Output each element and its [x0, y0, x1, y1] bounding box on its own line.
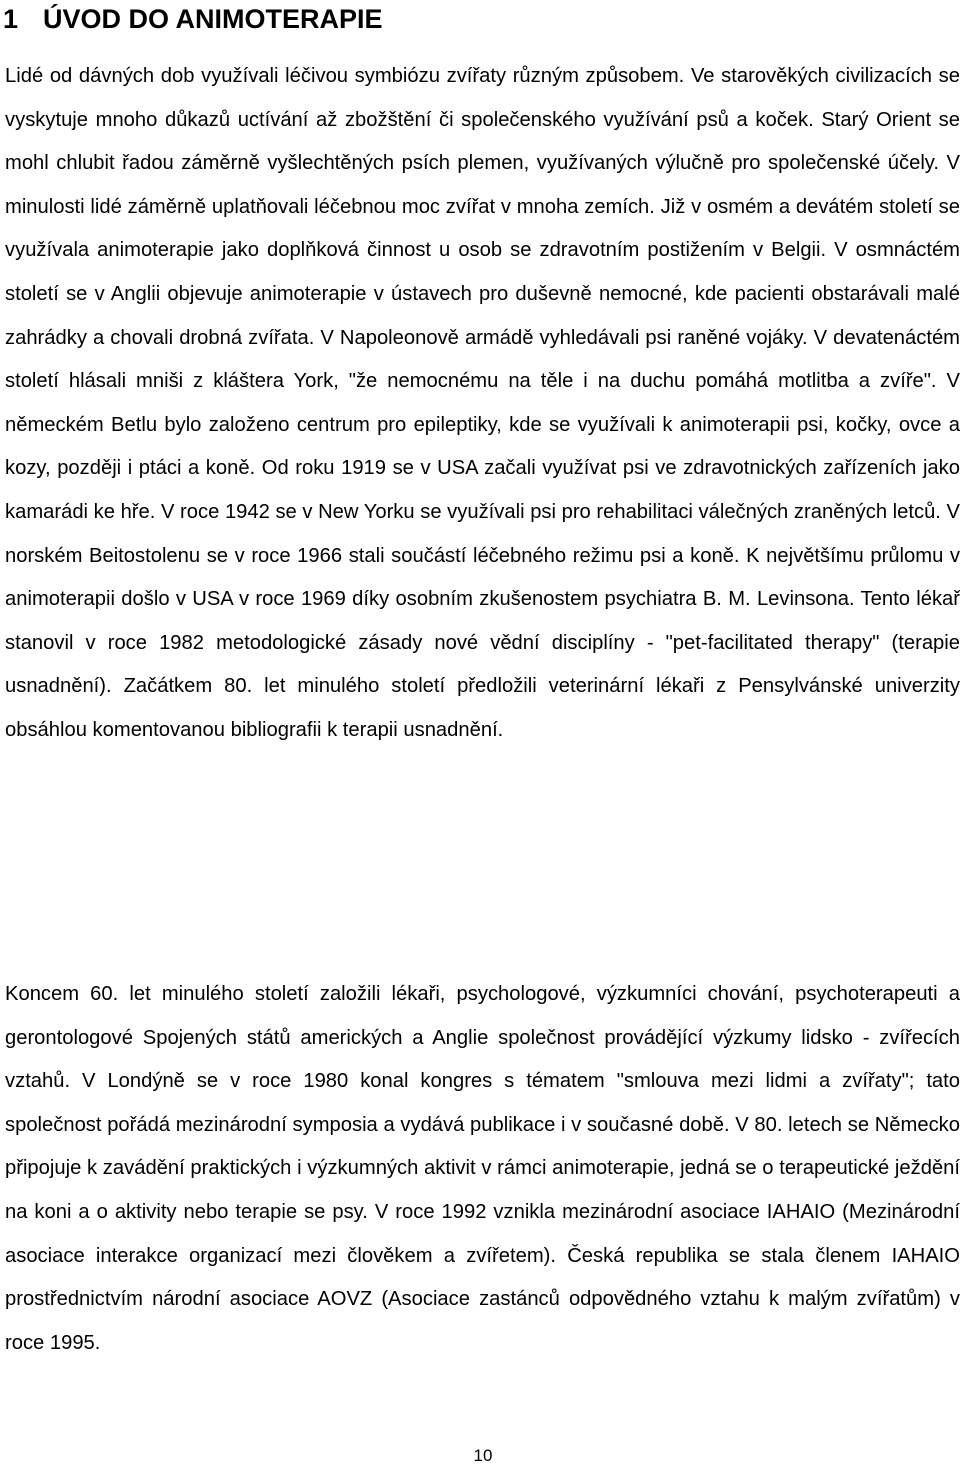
- body-paragraph: Koncem 60. let minulého století založili lékaři, psychologové, výzkumníci chování, psychoterapeuti a gerontologové Spojených států amerických a Anglie společnost provádějící výzkumy lidsko - zvířecích vztahů. V Londýně se v roce 1980 konal kongres s tématem "smlouva mezi lidmi a zvířaty"; tato společnost pořádá mezinárodní symposia a vydává publikace i v současné době. V 80. letech se Německo připojuje k zavádění praktických i výzkumných aktivit v rámci animoterapie, jedná se o terapeutické ježdění na koni a o aktivity nebo terapie se psy. V roce 1992 vznikla mezinárodní asociace IAHAIO (Mezinárodní asociace interakce organizací mezi člověkem a zvířetem). Česká republika se stala členem IAHAIO prostřednictvím národní asociace AOVZ (Asociace zastánců odpovědného vztahu k malým zvířatům) v roce 1995.: [5, 983, 960, 1354]
- chapter-heading: [3, 2, 383, 36]
- body-paragraph: Lidé od dávných dob využívali léčivou symbiózu zvířaty různým způsobem. Ve starověkých civilizacích se vyskytuje mnoho důkazů uctívání až zbožštění či společenského využívání psů a koček. Starý Orient se mohl chlubit řadou záměrně vyšlechtěných psích plemen, využívaných výlučně pro společenské účely. V minulosti lidé záměrně uplatňovali léčebnou moc zvířat v mnoha zemích. Již v osmém a devátém století se využívala animoterapie jako doplňková činnost u osob se zdravotním postižením v Belgii. V osmnáctém století se v Anglii objevuje animoterapie v ústavech pro duševně nemocné, kde pacienti obstarávali malé zahrádky a chovali drobná zvířata. V Napoleonově armádě vyhledávali psi raněné vojáky. V devatenáctém století hlásali mniši z kláštera York, "že nemocnému na těle i na duchu pomáhá motlitba a zvíře". V německém Betlu bylo založeno centrum pro epileptiky, kde se využívali k animoterapii psi, kočky, ovce a kozy, později i ptáci a koně. Od roku 1919 se v USA začali využívat psi ve zdravotnických zařízeních jako kamarádi ke hře. V roce 1942 se v New Yorku se využívali psi pro rehabilitaci válečných zraněných letců. V norském Beitostolenu se v roce 1966 stali součástí léčebného režimu psi a koně. K největšímu průlomu v animoterapii došlo v USA v roce 1969 díky osobním zkušenostem psychiatra B. M. Levinsona. Tento lékař stanovil v roce 1982 metodologické zásady nové vědní disciplíny - "pet-facilitated therapy" (terapie usnadnění). Začátkem 80. let minulého století předložili veterinární lékaři z Pensylvánské univerzity obsáhlou komentovanou bibliografii k terapii usnadnění.: [5, 65, 960, 741]
- chapter-number: 1: [3, 4, 19, 34]
- page-number: 10: [473, 1446, 493, 1465]
- chapter-title: ÚVOD DO ANIMOTERAPIE: [43, 4, 383, 34]
